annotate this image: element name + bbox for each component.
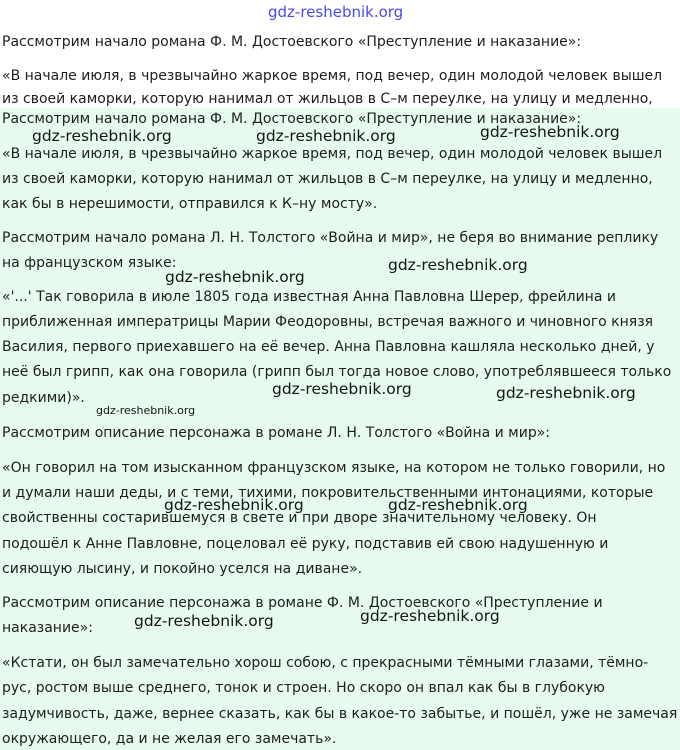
watermark: gdz-reshebnik.org <box>96 404 196 417</box>
quote-text: «В начале июля, в чрезвычайно жаркое время, под вечер, один молодой человек вышел <box>2 68 663 84</box>
intro-text: Рассмотрим начало романа Ф. М. Достоевского «Преступление и наказание»: <box>2 34 582 50</box>
quote-text: приближенная императрицы Марии Феодоровны, встречая важного и чиновного князя <box>2 314 654 330</box>
quote-text: «В начале июля, в чрезвычайно жаркое время, под вечер, один молодой человек вышел <box>2 146 663 162</box>
watermark: gdz-reshebnik.org <box>388 256 528 274</box>
quote-text: задумчивость, даже, вернее сказать, как бы в какое-то забытье, и пошёл, уже не замечая <box>2 706 678 722</box>
quote-text: как бы в нерешимости, отправился к К–ну мосту». <box>2 196 378 212</box>
watermark: gdz-reshebnik.org <box>256 127 396 145</box>
watermark: gdz-reshebnik.org <box>164 496 304 514</box>
quote-text: сияющую лысину, и покойно уселся на диване». <box>2 561 363 577</box>
quote-text: из своей каморки, которую нанимал от жильцов в С–м переулке, на улицу и медленно, <box>2 91 653 107</box>
quote-text: свойственны состарившемуся в свете и при дворе значительному человеку. Он <box>2 510 597 526</box>
quote-text: неё был грипп, как она говорила (грипп был тогда новое слово, употреблявшееся только <box>2 364 672 380</box>
quote-text: подошёл к Анне Павловне, поцеловал её руку, подставив ей свою надушенную и <box>2 536 609 552</box>
watermark: gdz-reshebnik.org <box>360 607 500 625</box>
watermark: gdz-reshebnik.org <box>480 123 620 141</box>
watermark: gdz-reshebnik.org <box>165 268 305 286</box>
quote-text: Василия, первого приехавшего на её вечер. Анна Павловна кашляла несколько дней, у <box>2 339 655 355</box>
original-page-strip <box>0 0 680 108</box>
quote-text: окружающего, да и не желая его замечать». <box>2 731 337 747</box>
intro-text: Рассмотрим начало романа Л. Н. Толстого «Война и мир», не беря во внимание реплику <box>2 230 659 246</box>
quote-text: редкими)». <box>2 390 85 406</box>
watermark-header: gdz-reshebnik.org <box>268 3 404 21</box>
intro-text: Рассмотрим описание персонажа в романе Ф. М. Достоевского «Преступление и <box>2 595 603 611</box>
intro-text: на французском языке: <box>2 255 177 271</box>
watermark: gdz-reshebnik.org <box>388 496 528 514</box>
watermark: gdz-reshebnik.org <box>134 612 274 630</box>
quote-text: и думали наши деды, и с теми, тихими, покровительственными интонациями, которые <box>2 485 654 501</box>
intro-text: Рассмотрим описание персонажа в романе Л. Н. Толстого «Война и мир»: <box>2 425 551 441</box>
watermark: gdz-reshebnik.org <box>496 384 636 402</box>
quote-text: из своей каморки, которую нанимал от жильцов в С–м переулке, на улицу и медленно, <box>2 171 653 187</box>
clipped-line <box>0 89 680 108</box>
quote-text: «'...' Так говорила в июле 1805 года известная Анна Павловна Шерер, фрейлина и <box>2 289 616 305</box>
watermark: gdz-reshebnik.org <box>272 380 412 398</box>
watermark: gdz-reshebnik.org <box>32 127 172 145</box>
intro-text: наказание»: <box>2 620 93 636</box>
quote-text: «Он говорил на том изысканном французском языке, на котором не только говорили, но <box>2 460 666 476</box>
intro-text: Рассмотрим начало романа Ф. М. Достоевского «Преступление и наказание»: <box>2 111 582 127</box>
quote-text: рус, ростом выше среднего, тонок и строен. Но скоро он впал как бы в глубокую <box>2 680 605 696</box>
quote-text: «Кстати, он был замечательно хорош собою, с прекрасными тёмными глазами, тёмно- <box>2 655 649 671</box>
